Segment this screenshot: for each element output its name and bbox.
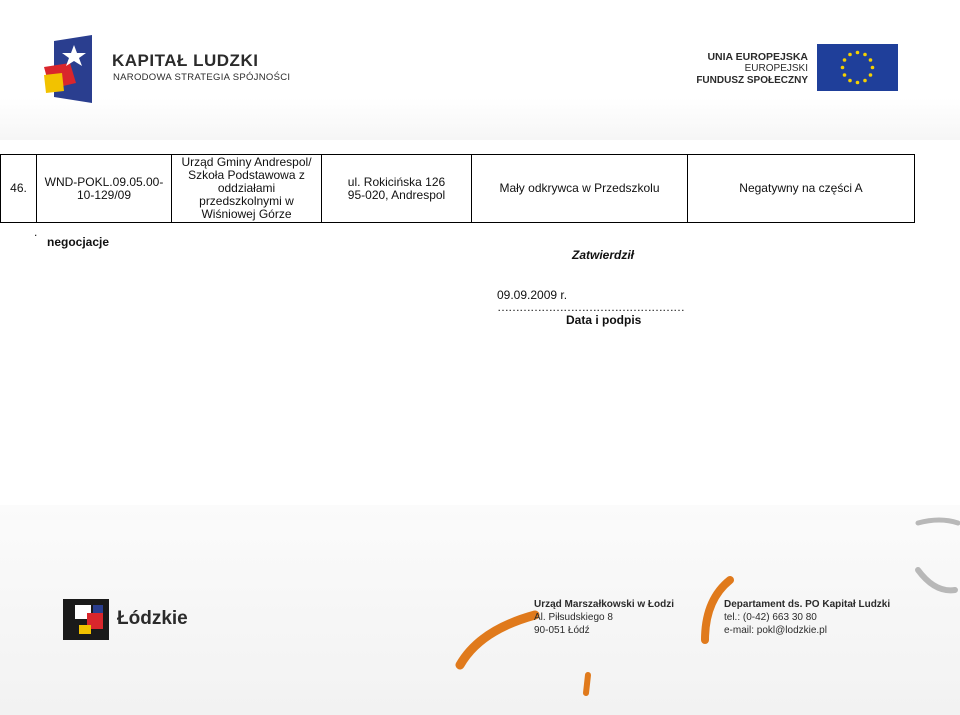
eu-text-block bbox=[696, 51, 808, 87]
negotiation-note: negocjacje bbox=[47, 235, 110, 249]
department-contact bbox=[724, 598, 890, 637]
applicant: Urząd Gminy Andrespol/ Szkoła Podstawowa z oddziałami przedszkolnymi w Wiśniowej Górze bbox=[172, 155, 322, 223]
bullet-dot: . bbox=[34, 225, 38, 239]
eu-star-icon bbox=[848, 79, 852, 83]
approval-date: 09.09.2009 r. bbox=[497, 288, 568, 302]
region-name: Łódzkie bbox=[117, 608, 188, 629]
program-subtitle: NARODOWA STRATEGIA SPÓJNOŚCI bbox=[113, 72, 291, 83]
address-line2: 95-020, Andrespol bbox=[347, 187, 446, 202]
eu-star-icon bbox=[863, 53, 867, 57]
table-row bbox=[1, 155, 915, 223]
project-title: Mały odkrywca w Przedszkolu bbox=[472, 155, 688, 223]
office-name: Urząd Marszałkowski w Łodzi bbox=[534, 599, 675, 610]
office-city: 90-051 Łódź bbox=[534, 625, 590, 636]
office-address bbox=[534, 598, 674, 637]
approved-label: Zatwierdził bbox=[572, 248, 635, 262]
dept-name: Departament ds. PO Kapitał Ludzki bbox=[724, 599, 891, 610]
eu-star-icon bbox=[843, 73, 847, 77]
eu-star-icon bbox=[848, 53, 852, 57]
row-number: 46. bbox=[1, 155, 37, 223]
eu-line3: FUNDUSZ SPOŁECZNY bbox=[696, 75, 808, 86]
eu-line1: UNIA EUROPEJSKA bbox=[707, 51, 808, 63]
eu-star-icon bbox=[841, 66, 845, 70]
address bbox=[322, 155, 472, 223]
dept-email: e-mail: pokl@lodzkie.pl bbox=[724, 625, 827, 636]
eu-flag-icon bbox=[817, 44, 898, 91]
eu-line2: EUROPEJSKI bbox=[744, 63, 808, 74]
eu-star-icon bbox=[871, 66, 875, 70]
eu-star-icon bbox=[869, 73, 873, 77]
eu-star-icon bbox=[869, 58, 873, 62]
eu-star-icon bbox=[863, 79, 867, 83]
eu-star-icon bbox=[856, 81, 860, 85]
lodzkie-logo-icon bbox=[63, 599, 109, 640]
case-number: WND-POKL.09.05.00-10-129/09 bbox=[37, 155, 172, 223]
office-street: Al. Piłsudskiego 8 bbox=[534, 612, 613, 623]
address-line1: ul. Rokicińska 126 bbox=[347, 174, 446, 189]
signature-label: Data i podpis bbox=[566, 313, 642, 327]
results-table bbox=[0, 154, 915, 223]
signature-line: …………………………………………… bbox=[497, 300, 684, 314]
eu-star-icon bbox=[856, 51, 860, 55]
kapital-ludzki-logo-icon bbox=[42, 33, 102, 105]
eu-star-icon bbox=[843, 58, 847, 62]
program-title: KAPITAŁ LUDZKI bbox=[112, 51, 259, 70]
result: Negatywny na części A bbox=[688, 155, 915, 223]
dept-phone: tel.: (0-42) 663 30 80 bbox=[724, 612, 817, 623]
